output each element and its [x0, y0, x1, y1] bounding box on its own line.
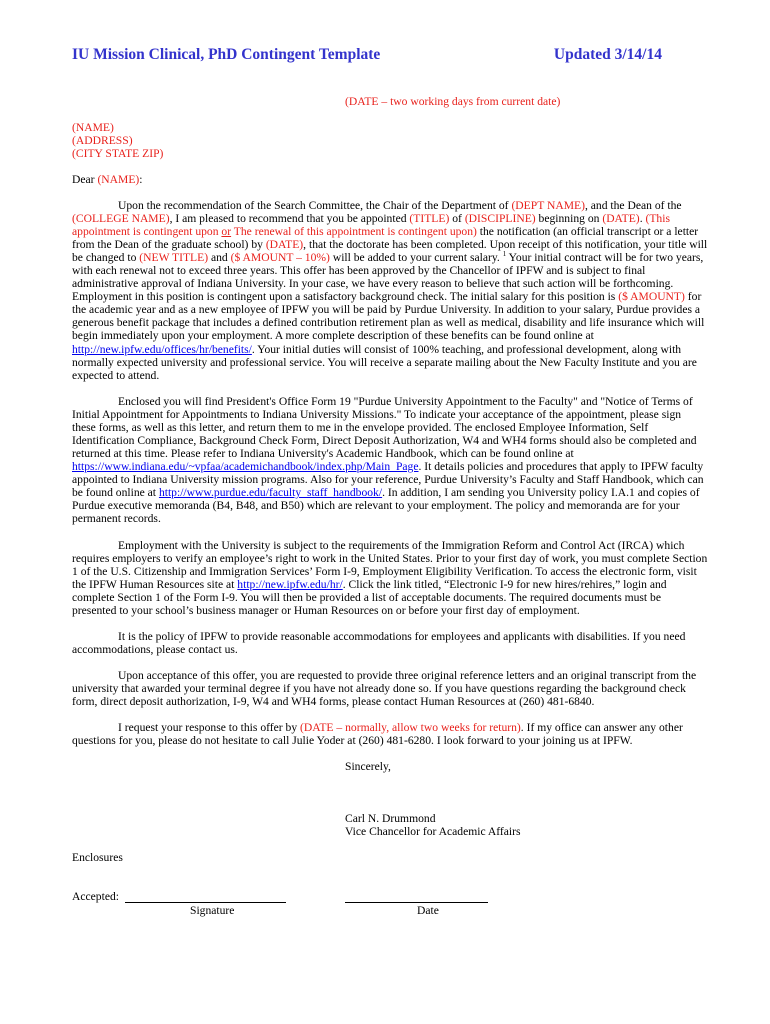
recipient-name: (NAME) [72, 121, 114, 134]
salutation-name: (NAME) [97, 173, 140, 186]
hr-site-link[interactable]: http://new.ipfw.edu/hr/ [237, 578, 343, 592]
enclosures-label: Enclosures [72, 851, 123, 864]
signer-title: Vice Chancellor for Academic Affairs [345, 825, 521, 839]
purdue-handbook-link[interactable]: http://www.purdue.edu/faculty_staff_handbook/ [158, 486, 383, 500]
paragraph-references: Upon acceptance of this offer, you are requested to provide three original reference letters and an original transcript from the university that awarded your terminal degree if you have not already done so. If you have questions regarding the background check form, direct deposit authorization, I-9, W4 and WH4 forms, please contact Human Resources at (260) 481-6840. [72, 669, 697, 709]
paragraph-accommodations: It is the policy of IPFW to provide reasonable accommodations for employees and applicants with disabilities. If you need accommodations, please contact us. [72, 630, 686, 657]
template-header [72, 46, 662, 64]
signer-block [345, 812, 521, 838]
benefits-link[interactable]: http://new.ipfw.edu/offices/hr/benefits/ [72, 342, 252, 356]
paragraph-irca: Employment with the University is subject to the requirements of the Immigration Reform and Control Act (IRCA) which requires employers to verify an employee’s right to work in the United States. Prior to your first day of work, you must complete Section 1 of the U.S. Citizenship and Immigration Services’ Form I-9, Employment Eligibility Verification. To access the electronic form, visit the IPFW Human Resources site at http://new.ipfw.edu/hr/. Click the link titled, “Electronic I-9 for new hires/rehires,” login and complete Section 1 of the Form I-9. You will then be provided a list of acceptable documents. The required documents must be presented to your school’s business manager or Human Resources on or before your first day of employment. [72, 539, 708, 618]
updated-date: Updated 3/14/14 [553, 46, 662, 63]
academic-handbook-link[interactable]: https://www.indiana.edu/~vpfaa/academichandbook/index.php/Main_Page [72, 460, 419, 474]
signature-label: Signature [190, 904, 235, 917]
paragraph-appointment: Upon the recommendation of the Search Committee, the Chair of the Department of (DEPT NAME), and the Dean of the (COLLEGE NAME), I am pleased to recommend that you be appointed (TITLE) of (DISCIPLINE) beginning on (DATE). (This appointment is contingent upon or The renewal of this appointment is contingent upon) the notification (an official transcript or a letter from the Dean of the graduate school) by (DATE), that the doctorate has been completed. Upon receipt of this notification, your title will be changed to (NEW TITLE) and ($ AMOUNT – 10%) will be added to your current salary. $^1$ Your initial contract will be for two years, with each renewal not to exceed three years. This offer has been approved by the Chancellor of IPFW and is subject to final administrative approval of Indiana University. In your case, we have every reason to believe that such action will be forthcoming. Employment in this position is contingent upon a satisfactory background check. The initial salary for this position is ($ AMOUNT) for the academic year and as a new employee of IPFW you will be paid by Purdue University. In addition to your salary, Purdue provides a generous benefit package that includes a defined contribution retirement plan as well as medical, disability and life insurance which will begin immediately upon your employment. A more complete description of these benefits can be found online at http://new.ipfw.edu/offices/hr/benefits/. Your initial duties will consist of 100% teaching, and professional development, along with normally expected university and professional service. You will receive a separate mailing about the New Faculty Institute and you are expected to attend. [72, 199, 708, 382]
address-block [72, 121, 163, 161]
template-title: IU Mission Clinical, PhD Contingent Template [72, 46, 381, 63]
paragraph-response: I request your response to this offer by (DATE – normally, allow two weeks for return). If my office can answer any other questions for you, please do not hesitate to call Julie Yoder at (260) 481-6280. I look forward to your joining us at IPFW. [72, 721, 683, 748]
accepted-label: Accepted: [72, 890, 119, 903]
closing: Sincerely, [345, 760, 391, 773]
date-placeholder: (DATE – two working days from current date) [345, 95, 561, 108]
footnote-marker: 1 [502, 250, 507, 259]
salutation: Dear (NAME): [72, 173, 143, 186]
recipient-address: (ADDRESS) [72, 134, 133, 148]
signer-name: Carl N. Drummond [345, 812, 436, 825]
response-date-placeholder: (DATE – normally, allow two weeks for return) [300, 721, 521, 734]
signature-line[interactable] [125, 902, 286, 903]
date-label: Date [417, 904, 439, 917]
paragraph-enclosures: Enclosed you will find President's Office Form 19 "Purdue University Appointment to the Faculty" and "Notice of Terms of Initial Appointment for Appointments to Indiana University Missions." To indicate your acceptance of the appointment, please sign these forms, as well as this letter, and return them to me in the envelope provided. The enclosed Employee Information, Self Identification Compliance, Background Check Form, Direct Deposit Authorization, W4 and WH4 forms should also be completed and returned at this time. Please refer to Indiana University's Academic Handbook, which can be found online at https://www.indiana.edu/~vpfaa/academichandbook/index.php/Main_Page. It details policies and procedures that apply to IPFW faculty appointed to Indiana University mission programs. Also for your reference, Purdue University’s Faculty and Staff Handbook, which can be found online at http://www.purdue.edu/faculty_staff_handbook/. In addition, I am sending you University policy I.A.1 and copies of Purdue executive memoranda (B4, B48, and B50) which are relevant to your employment. The policy and memoranda are for your permanent records. [72, 395, 704, 526]
recipient-city: (CITY STATE ZIP) [72, 147, 164, 161]
date-line[interactable] [345, 902, 488, 903]
